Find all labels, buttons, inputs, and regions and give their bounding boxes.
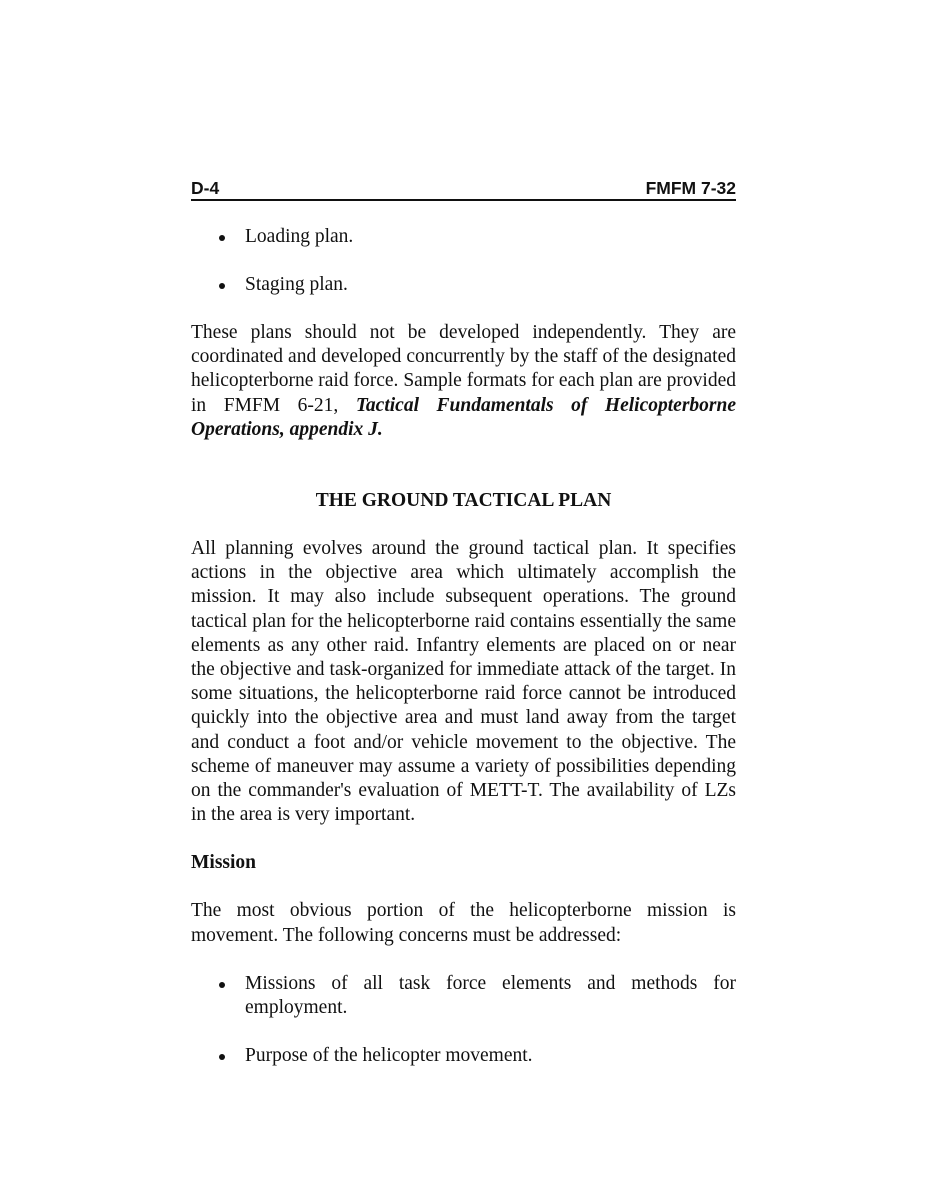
list-item-text: Staging plan. bbox=[245, 274, 348, 295]
list-item-text: Purpose of the helicopter movement. bbox=[245, 1044, 533, 1066]
page-number: D-4 bbox=[191, 178, 220, 198]
mission-heading: Mission bbox=[191, 852, 257, 874]
section-heading: THE GROUND TACTICAL PLAN bbox=[315, 490, 612, 512]
plan-list bbox=[191, 225, 736, 297]
list-item bbox=[191, 1044, 736, 1068]
list-item bbox=[191, 972, 736, 1020]
mission-paragraph: The most obvious portion of the helicopterborne mission is movement. The following concerns must be addressed: bbox=[191, 900, 736, 946]
bullet-icon bbox=[219, 283, 225, 289]
bullet-icon bbox=[219, 1054, 225, 1060]
intro-text: These plans should not be developed independently. They are coordinated and developed concurrently by the staff of the designated helicopterborne raid force. Sample formats for each plan are provided in FMFM 6-21, bbox=[191, 322, 736, 416]
manual-id: FMFM 7-32 bbox=[645, 178, 736, 198]
list-item bbox=[191, 225, 736, 249]
intro-paragraph bbox=[191, 321, 736, 442]
page-content bbox=[191, 178, 736, 1068]
list-item-text: Loading plan. bbox=[245, 226, 354, 247]
page-header bbox=[191, 178, 736, 201]
bullet-icon bbox=[219, 235, 225, 241]
list-item-text: Missions of all task force elements and methods for employment. bbox=[245, 972, 736, 1018]
reference-title: Tactical Fundamentals of Helicopterborne Operations, appendix J. bbox=[191, 394, 736, 440]
bullet-icon bbox=[219, 982, 225, 988]
ground-plan-paragraph: All planning evolves around the ground tactical plan. It specifies actions in the objective area which ultimately accomplish the mission. It may also include subsequent operations. The ground tactical plan for the helicopterborne raid contains essentially the same elements as any other raid. Infantry elements are placed on or near the objective and task-organized for immediate attack of the target. In some situations, the helicopterborne raid force cannot be introduced quickly into the objective area and must land away from the target and conduct a foot and/or vehicle movement to the objective. The scheme of maneuver may assume a variety of possibilities depending on the commander's evaluation of METT-T. The availability of LZs in the area is very important. bbox=[191, 538, 736, 826]
mission-list bbox=[191, 972, 736, 1068]
list-item bbox=[191, 273, 736, 297]
